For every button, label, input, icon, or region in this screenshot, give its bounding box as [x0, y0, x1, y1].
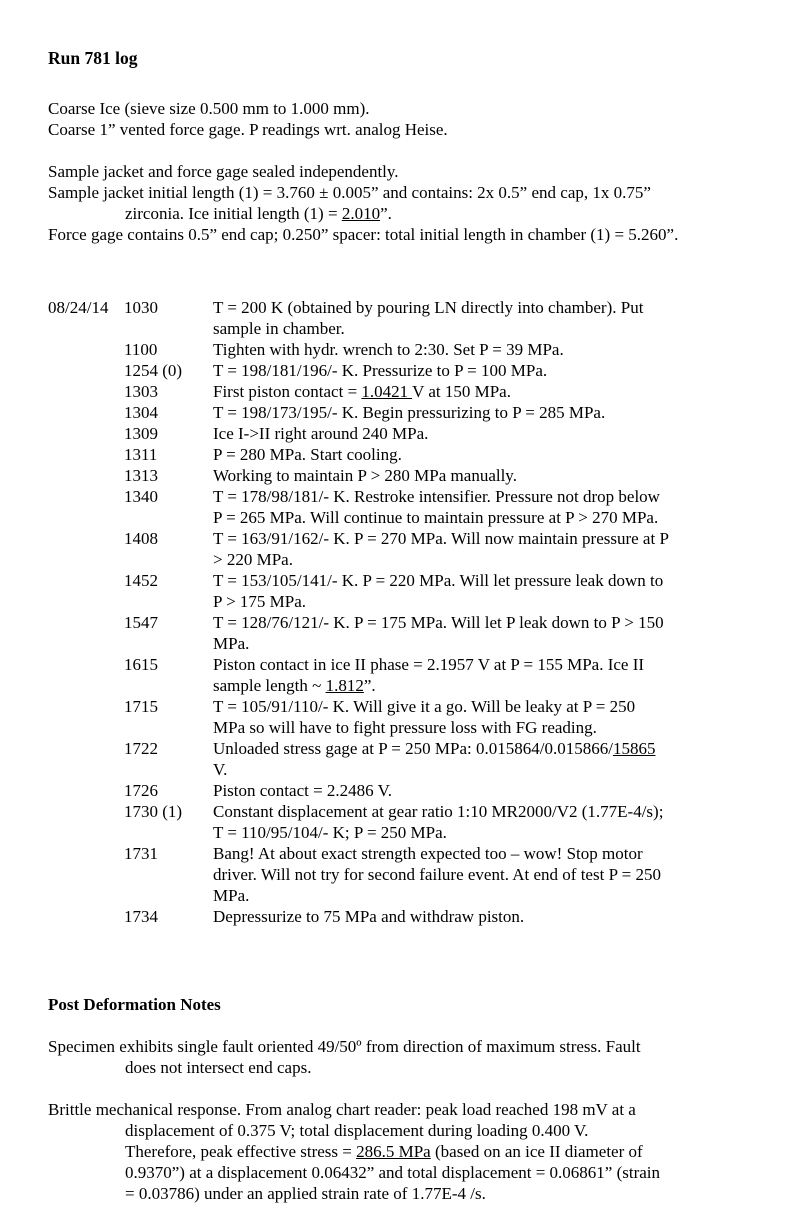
log-note-line: T = 128/76/121/- K. P = 175 MPa. Will let P leak down to P > 150 — [213, 613, 664, 632]
log-time: 1304 — [124, 403, 158, 422]
log-time: 1313 — [124, 466, 158, 485]
log-note-line: T = 110/95/104/- K; P = 250 MPa. — [213, 823, 447, 842]
log-note — [213, 339, 788, 360]
ice-initial-length: 2.010 — [341, 204, 381, 223]
peak-stress-value: 286.5 MPa — [356, 1142, 431, 1161]
log-table — [48, 297, 788, 927]
log-entry — [48, 612, 788, 654]
log-note-line: T = 163/91/162/- K. P = 270 MPa. Will now maintain pressure at P — [213, 529, 669, 548]
log-note — [213, 654, 788, 696]
log-time: 1715 — [124, 697, 158, 716]
log-entry — [48, 780, 788, 801]
log-time: 1452 — [124, 571, 158, 590]
log-note — [213, 843, 788, 906]
log-note-line: Piston contact in ice II phase = 2.1957 V at P = 155 MPa. Ice II — [213, 655, 645, 674]
log-note — [213, 444, 788, 465]
force-gage-line: Force gage contains 0.5” end cap; 0.250” spacer: total initial length in chamber (1) = 5.260”. — [48, 225, 679, 244]
log-note — [213, 696, 788, 738]
log-time: 1100 — [124, 340, 158, 359]
underlined-value: 1.0421 — [361, 382, 413, 401]
underlined-value: 15865 — [612, 739, 656, 758]
log-time: 1311 — [124, 445, 158, 464]
log-note-line: sample length ~ 1.812”. — [213, 676, 376, 695]
fault-note-cont: does not intersect end caps. — [125, 1058, 312, 1077]
log-note-line: Ice I->II right around 240 MPa. — [213, 424, 429, 443]
ice-description: Coarse Ice (sieve size 0.500 mm to 1.000 mm). — [48, 99, 370, 118]
log-time: 1254 (0) — [124, 361, 183, 380]
log-note-line: Working to maintain P > 280 MPa manually. — [213, 466, 517, 485]
log-entry — [48, 423, 788, 444]
brittle-note-4: 0.9370”) at a displacement 0.06432” and total displacement = 0.06861” (strain — [125, 1163, 661, 1182]
log-time: 1615 — [124, 655, 158, 674]
log-note — [213, 402, 788, 423]
gage-description: Coarse 1” vented force gage. P readings wrt. analog Heise. — [48, 120, 448, 139]
log-note-line: P = 265 MPa. Will continue to maintain pressure at P > 270 MPa. — [213, 508, 659, 527]
log-time: 1722 — [124, 739, 158, 758]
log-note — [213, 570, 788, 612]
log-note-line: MPa so will have to fight pressure loss with FG reading. — [213, 718, 597, 737]
log-time: 1730 (1) — [124, 802, 183, 821]
log-note-line: P > 175 MPa. — [213, 592, 307, 611]
log-note-line: > 220 MPa. — [213, 550, 293, 569]
log-entry — [48, 444, 788, 465]
underlined-value: 1.812 — [325, 676, 364, 695]
brittle-note-2: displacement of 0.375 V; total displacement during loading 0.400 V. — [125, 1121, 589, 1140]
log-note — [213, 381, 788, 402]
page-title: Run 781 log — [48, 48, 138, 68]
log-entry — [48, 696, 788, 738]
log-time: 1309 — [124, 424, 158, 443]
log-time: 1303 — [124, 382, 158, 401]
log-note — [213, 297, 788, 339]
log-note-line: T = 200 K (obtained by pouring LN directly into chamber). Put — [213, 298, 644, 317]
log-note-line: Tighten with hydr. wrench to 2:30. Set P = 39 MPa. — [213, 340, 564, 359]
log-time: 1726 — [124, 781, 158, 800]
log-note-line: First piston contact = 1.0421 V at 150 MPa. — [213, 382, 511, 401]
log-time: 1731 — [124, 844, 158, 863]
ice-length-line: zirconia. Ice initial length (1) = 2.010”. — [125, 204, 392, 223]
log-note-line: T = 105/91/110/- K. Will give it a go. Will be leaky at P = 250 — [213, 697, 636, 716]
log-entry — [48, 528, 788, 570]
log-note-line: MPa. — [213, 634, 250, 653]
log-entry — [48, 402, 788, 423]
log-note-line: T = 198/181/196/- K. Pressurize to P = 100 MPa. — [213, 361, 548, 380]
log-entry — [48, 906, 788, 927]
log-note — [213, 528, 788, 570]
log-time: 1340 — [124, 487, 158, 506]
log-entry — [48, 360, 788, 381]
brittle-note-3: Therefore, peak effective stress = 286.5 MPa (based on an ice II diameter of — [125, 1142, 643, 1161]
fault-note: Specimen exhibits single fault oriented 49/50º from direction of maximum stress. Fault — [48, 1037, 641, 1056]
log-date: 08/24/14 — [48, 298, 109, 317]
log-note-line: Unloaded stress gage at P = 250 MPa: 0.015864/0.015866/15865 — [213, 739, 656, 758]
log-entry — [48, 486, 788, 528]
log-note — [213, 780, 788, 801]
log-note-line: V. — [213, 760, 228, 779]
log-time: 1408 — [124, 529, 158, 548]
log-note — [213, 906, 788, 927]
sealing-note: Sample jacket and force gage sealed independently. — [48, 162, 399, 181]
log-note-line: Constant displacement at gear ratio 1:10 MR2000/V2 (1.77E-4/s); — [213, 802, 664, 821]
log-page — [48, 48, 788, 1204]
log-entry — [48, 339, 788, 360]
log-entry — [48, 570, 788, 612]
log-note — [213, 486, 788, 528]
brittle-note-5: = 0.03786) under an applied strain rate of 1.77E-4 /s. — [125, 1184, 486, 1203]
log-note — [213, 801, 788, 843]
log-entry — [48, 738, 788, 780]
log-entry — [48, 465, 788, 486]
log-note-line: T = 153/105/141/- K. P = 220 MPa. Will let pressure leak down to — [213, 571, 664, 590]
log-note-line: T = 178/98/181/- K. Restroke intensifier. Pressure not drop below — [213, 487, 660, 506]
log-note-line: MPa. — [213, 886, 250, 905]
log-note-line: sample in chamber. — [213, 319, 345, 338]
log-entry — [48, 297, 788, 339]
post-deformation-heading: Post Deformation Notes — [48, 995, 221, 1014]
log-entry — [48, 801, 788, 843]
log-time: 1030 — [124, 298, 158, 317]
log-note — [213, 465, 788, 486]
log-note-line: Depressurize to 75 MPa and withdraw piston. — [213, 907, 525, 926]
log-note — [213, 423, 788, 444]
log-note — [213, 360, 788, 381]
jacket-length-line: Sample jacket initial length (1) = 3.760 ± 0.005” and contains: 2x 0.5” end cap, 1x 0.75” — [48, 183, 651, 202]
log-entry — [48, 381, 788, 402]
log-entry — [48, 654, 788, 696]
log-note — [213, 738, 788, 780]
log-note-line: P = 280 MPa. Start cooling. — [213, 445, 402, 464]
log-time: 1547 — [124, 613, 158, 632]
log-note — [213, 612, 788, 654]
log-note-line: driver. Will not try for second failure event. At end of test P = 250 — [213, 865, 661, 884]
log-note-line: T = 198/173/195/- K. Begin pressurizing to P = 285 MPa. — [213, 403, 606, 422]
brittle-note: Brittle mechanical response. From analog chart reader: peak load reached 198 mV at a — [48, 1100, 636, 1119]
log-note-line: Piston contact = 2.2486 V. — [213, 781, 392, 800]
log-entry — [48, 843, 788, 906]
log-time: 1734 — [124, 907, 158, 926]
log-note-line: Bang! At about exact strength expected too – wow! Stop motor — [213, 844, 643, 863]
